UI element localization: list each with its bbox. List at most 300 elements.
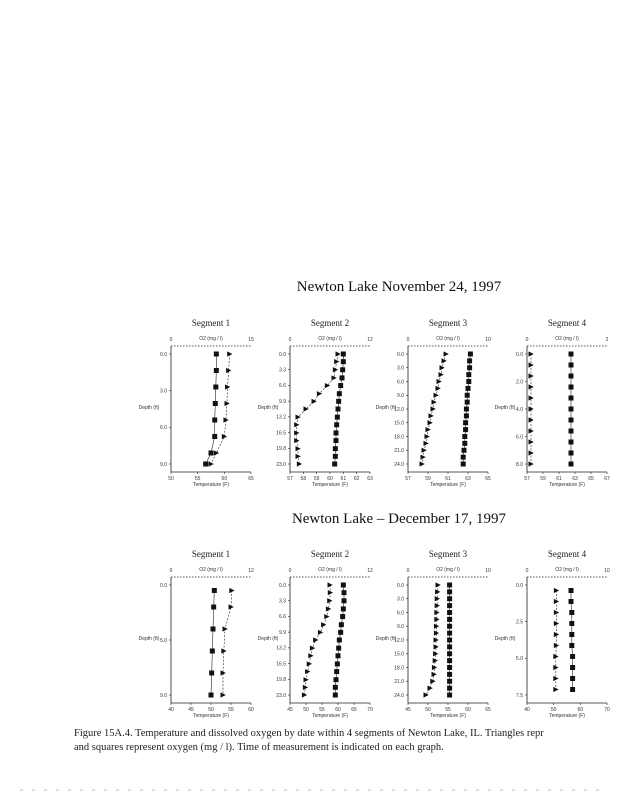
top-axis-label: O2 (mg / l) <box>199 567 223 573</box>
x-tick-label: 55 <box>445 707 451 713</box>
oxygen-point <box>569 599 574 604</box>
y-tick-label: 18.0 <box>394 665 404 672</box>
top-tick-label: 2 <box>605 337 609 343</box>
oxygen-point <box>464 407 469 412</box>
oxygen-point <box>334 430 339 435</box>
oxygen-point <box>462 434 467 439</box>
oxygen-point <box>461 455 466 460</box>
oxygen-point <box>336 399 341 404</box>
x-axis-label: Temperature (F) <box>430 482 466 488</box>
temperature-point <box>529 373 534 378</box>
temperature-point <box>553 676 558 681</box>
top-tick-label: 0 <box>288 337 292 343</box>
oxygen-point <box>447 638 452 643</box>
oxygen-point <box>335 661 340 666</box>
temperature-point <box>431 406 436 411</box>
temperature-point <box>426 427 431 432</box>
top-tick-label: 0 <box>169 568 173 574</box>
oxygen-point <box>337 638 342 643</box>
y-tick-label: 0.0 <box>279 351 286 358</box>
temperature-point <box>303 685 308 690</box>
x-tick-label: 60 <box>335 707 341 713</box>
x-axis-label: Temperature (F) <box>193 482 229 488</box>
oxygen-point <box>341 583 346 588</box>
oxygen-point <box>447 672 452 677</box>
top-tick-label: 0 <box>525 337 529 343</box>
chart-panel-4 <box>495 318 610 488</box>
oxygen-point <box>211 627 216 632</box>
oxygen-point <box>214 352 219 357</box>
segment-title: Segment 4 <box>547 318 587 328</box>
x-tick-label: 40 <box>524 707 530 713</box>
y-tick-label: 16.5 <box>276 661 286 668</box>
top-tick-label: 15 <box>248 337 254 343</box>
x-tick-label: 45 <box>287 707 293 713</box>
y-tick-label: 0.0 <box>160 582 167 589</box>
y-tick-label: 12.0 <box>394 637 404 644</box>
y-axis-label: Depth (ft) <box>257 405 279 411</box>
top-tick-label: 0 <box>406 568 410 574</box>
y-tick-label: 21.0 <box>394 448 404 455</box>
oxygen-point <box>447 583 452 588</box>
oxygen-point <box>569 352 574 357</box>
segment-title: Segment 2 <box>310 549 350 559</box>
x-tick-label: 62 <box>353 476 360 482</box>
temperature-point <box>529 450 534 455</box>
y-axis-label: Depth (ft) <box>494 405 516 411</box>
y-tick-label: 3.0 <box>160 388 167 395</box>
x-axis-label: Temperature (F) <box>549 482 585 488</box>
x-axis-label: Temperature (F) <box>549 713 585 719</box>
temperature-point <box>432 400 437 405</box>
y-tick-label: 5.0 <box>516 656 523 663</box>
temperature-point <box>313 637 318 642</box>
oxygen-point <box>336 407 341 412</box>
oxygen-point <box>209 451 214 456</box>
oxygen-point <box>569 429 574 434</box>
x-tick-label: 60 <box>577 707 584 713</box>
oxygen-point <box>447 631 452 636</box>
chart-panel-7 <box>376 549 491 719</box>
x-tick-label: 57 <box>287 476 293 482</box>
temperature-point <box>422 448 427 453</box>
temperature-point <box>529 461 534 466</box>
y-tick-label: 7.5 <box>516 692 523 699</box>
x-tick-label: 63 <box>367 476 373 482</box>
temperature-point <box>424 692 429 697</box>
temperature-point <box>554 599 559 604</box>
oxygen-point <box>335 415 340 420</box>
temperature-point <box>296 454 301 459</box>
x-tick-label: 59 <box>425 476 431 482</box>
oxygen-point <box>464 413 469 418</box>
oxygen-point <box>569 632 574 637</box>
temperature-point <box>529 362 534 367</box>
oxygen-point <box>569 396 574 401</box>
temperature-point <box>321 622 326 627</box>
chart-panel-2 <box>258 318 373 488</box>
temperature-point <box>328 590 333 595</box>
y-tick-label: 6.6 <box>279 383 286 390</box>
x-tick-label: 65 <box>248 476 254 482</box>
oxygen-point <box>341 606 346 611</box>
y-tick-label: 4.0 <box>516 406 523 413</box>
y-tick-label: 9.0 <box>160 461 167 468</box>
oxygen-point <box>340 367 345 372</box>
y-tick-label: 3.3 <box>279 598 286 605</box>
x-tick-label: 65 <box>485 476 491 482</box>
temperature-point <box>310 646 315 651</box>
temperature-point <box>221 692 226 697</box>
oxygen-point <box>447 679 452 684</box>
y-tick-label: 19.8 <box>276 677 286 684</box>
oxygen-point <box>569 462 574 467</box>
x-axis-label: Temperature (F) <box>193 713 229 719</box>
x-tick-label: 59 <box>313 476 320 482</box>
temperature-point <box>308 653 313 658</box>
temperature-point <box>554 621 559 626</box>
oxygen-point <box>337 391 342 396</box>
y-axis-label: Depth (ft) <box>375 405 397 411</box>
oxygen-point <box>569 385 574 390</box>
segment-title: Segment 3 <box>428 318 468 328</box>
oxygen-point <box>447 644 452 649</box>
oxygen-point <box>334 677 339 682</box>
oxygen-point <box>210 649 215 654</box>
top-axis-label: O2 (mg / l) <box>436 567 460 573</box>
y-tick-label: 9.0 <box>397 624 404 631</box>
y-tick-label: 23.0 <box>276 692 286 699</box>
x-axis-label: Temperature (F) <box>312 482 348 488</box>
temperature-point <box>444 351 449 356</box>
chart-panel-3 <box>376 318 491 488</box>
oxygen-point <box>447 610 452 615</box>
y-axis-label: Depth (ft) <box>257 636 279 642</box>
oxygen-point <box>569 451 574 456</box>
segment-title: Segment 1 <box>191 318 231 328</box>
oxygen-point <box>334 669 339 674</box>
x-tick-label: 45 <box>188 707 194 713</box>
temperature-point <box>225 401 230 406</box>
x-tick-label: 61 <box>445 476 451 482</box>
oxygen-point <box>462 448 467 453</box>
y-tick-label: 2.0 <box>516 379 523 386</box>
oxygen-point <box>569 621 574 626</box>
oxygen-point <box>462 441 467 446</box>
x-tick-label: 40 <box>168 707 174 713</box>
temperature-point <box>336 351 341 356</box>
oxygen-point <box>341 359 346 364</box>
top-axis-label: O2 (mg / l) <box>555 336 579 342</box>
temperature-point <box>214 450 219 455</box>
top-tick-label: 0 <box>169 337 173 343</box>
oxygen-point <box>465 400 470 405</box>
x-tick-label: 57 <box>524 476 530 482</box>
y-axis-label: Depth (ft) <box>494 636 516 642</box>
oxygen-point <box>333 446 338 451</box>
oxygen-point <box>447 665 452 670</box>
oxygen-point <box>342 598 347 603</box>
x-tick-label: 55 <box>194 476 201 482</box>
x-tick-label: 63 <box>465 476 471 482</box>
segment-title: Segment 2 <box>310 318 350 328</box>
x-tick-label: 60 <box>465 707 471 713</box>
x-tick-label: 60 <box>221 476 228 482</box>
top-axis-label: O2 (mg / l) <box>436 336 460 342</box>
x-tick-label: 70 <box>604 707 610 713</box>
segment-title: Segment 3 <box>428 549 468 559</box>
oxygen-point <box>461 462 466 467</box>
y-tick-label: 9.0 <box>160 692 167 699</box>
top-tick-label: 10 <box>485 568 491 574</box>
temperature-point <box>327 598 332 603</box>
y-tick-label: 6.0 <box>160 425 167 432</box>
oxygen-point <box>570 687 575 692</box>
figure-caption-line1: Figure 15A.4. Temperature and dissolved oxygen by date within 4 segments of Newton Lake, IL. Triangles repr <box>74 728 544 739</box>
y-axis-label: Depth (ft) <box>375 636 397 642</box>
oxygen-point <box>465 393 470 398</box>
oxygen-point <box>570 654 575 659</box>
oxygen-point <box>447 686 452 691</box>
oxygen-point <box>333 693 338 698</box>
temperature-point <box>304 677 309 682</box>
temperature-point <box>324 614 329 619</box>
top-axis-label: O2 (mg / l) <box>318 336 342 342</box>
oxygen-point <box>340 614 345 619</box>
y-tick-label: 15.0 <box>394 651 404 658</box>
y-tick-label: 24.0 <box>394 461 404 468</box>
oxygen-point <box>338 383 343 388</box>
top-axis-label: O2 (mg / l) <box>318 567 342 573</box>
y-tick-label: 0.0 <box>397 582 404 589</box>
temperature-point <box>294 422 299 427</box>
x-axis-label: Temperature (F) <box>430 713 466 719</box>
oxygen-point <box>211 605 216 610</box>
oxygen-point <box>214 368 219 373</box>
oxygen-point <box>342 590 347 595</box>
oxygen-point <box>468 352 473 357</box>
oxygen-point <box>569 440 574 445</box>
x-tick-label: 55 <box>228 707 234 713</box>
oxygen-point <box>203 462 208 467</box>
oxygen-point <box>334 438 339 443</box>
x-tick-label: 63 <box>572 476 578 482</box>
oxygen-point <box>569 418 574 423</box>
temperature-line <box>297 354 338 464</box>
oxygen-point <box>212 418 217 423</box>
oxygen-point <box>463 420 468 425</box>
oxygen-point <box>463 427 468 432</box>
oxygen-point <box>212 434 217 439</box>
top-tick-label: 0 <box>525 568 529 574</box>
top-tick-label: 10 <box>485 337 491 343</box>
chart-panel-1 <box>139 318 254 488</box>
temperature-point <box>209 461 214 466</box>
temperature-point <box>437 379 442 384</box>
y-tick-label: 5.0 <box>160 637 167 644</box>
x-tick-label: 60 <box>248 707 254 713</box>
oxygen-point <box>569 643 574 648</box>
temperature-point <box>325 383 330 388</box>
oxygen-point <box>570 676 575 681</box>
top-tick-label: 0 <box>406 337 410 343</box>
x-tick-label: 55 <box>319 707 325 713</box>
segment-title: Segment 4 <box>547 549 587 559</box>
oxygen-point <box>569 374 574 379</box>
oxygen-point <box>570 665 575 670</box>
oxygen-point <box>340 375 345 380</box>
x-tick-label: 65 <box>485 707 491 713</box>
temperature-point <box>440 365 445 370</box>
oxygen-point <box>336 653 341 658</box>
x-tick-label: 65 <box>351 707 357 713</box>
y-tick-label: 18.0 <box>394 434 404 441</box>
y-tick-label: 3.0 <box>397 596 404 603</box>
top-axis-label: O2 (mg / l) <box>199 336 223 342</box>
oxygen-point <box>447 617 452 622</box>
oxygen-point <box>341 352 346 357</box>
temperature-point <box>529 384 534 389</box>
november-title: Newton Lake November 24, 1997 <box>296 279 502 295</box>
temperature-point <box>420 461 425 466</box>
oxygen-point <box>212 588 217 593</box>
x-tick-label: 50 <box>303 707 309 713</box>
x-tick-label: 50 <box>208 707 214 713</box>
top-tick-label: 0 <box>288 568 292 574</box>
oxygen-point <box>467 365 472 370</box>
y-tick-label: 16.5 <box>276 430 286 437</box>
y-axis-label: Depth (ft) <box>138 636 160 642</box>
y-tick-label: 6.6 <box>279 614 286 621</box>
y-tick-label: 0.0 <box>516 582 523 589</box>
chart-panel-5 <box>139 549 254 719</box>
december-title: Newton Lake – December 17, 1997 <box>291 511 507 527</box>
y-tick-label: 0.0 <box>516 351 523 358</box>
oxygen-point <box>339 622 344 627</box>
y-tick-label: 6.0 <box>397 610 404 617</box>
temperature-point <box>318 630 323 635</box>
y-tick-label: 23.0 <box>276 461 286 468</box>
x-tick-label: 58 <box>300 476 307 482</box>
temperature-point <box>553 687 558 692</box>
y-tick-label: 0.0 <box>397 351 404 358</box>
temperature-point <box>421 455 426 460</box>
x-tick-label: 61 <box>556 476 562 482</box>
y-tick-label: 15.0 <box>394 420 404 427</box>
oxygen-point <box>467 358 472 363</box>
y-tick-label: 6.0 <box>516 434 523 441</box>
oxygen-point <box>447 596 452 601</box>
temperature-point <box>436 386 441 391</box>
oxygen-point <box>466 379 471 384</box>
x-tick-label: 59 <box>540 476 546 482</box>
y-tick-label: 0.0 <box>160 351 167 358</box>
oxygen-point <box>466 372 471 377</box>
oxygen-point <box>333 454 338 459</box>
top-axis-label: O2 (mg / l) <box>555 567 579 573</box>
y-tick-label: 2.5 <box>516 619 523 626</box>
temperature-point <box>442 358 447 363</box>
y-tick-label: 9.9 <box>279 629 286 636</box>
temperature-point <box>297 461 302 466</box>
y-tick-label: 6.0 <box>397 379 404 386</box>
x-tick-label: 65 <box>588 476 594 482</box>
x-tick-label: 61 <box>340 476 347 482</box>
y-tick-label: 13.2 <box>276 414 286 421</box>
figure-caption-line2: and squares represent oxygen (mg / l). Time of measurement is indicated on each graph. <box>74 742 444 753</box>
oxygen-point <box>209 671 214 676</box>
y-tick-label: 12.0 <box>394 406 404 413</box>
y-tick-label: 13.2 <box>276 645 286 652</box>
oxygen-point <box>447 651 452 656</box>
x-tick-label: 60 <box>327 476 333 482</box>
oxygen-point <box>569 610 574 615</box>
oxygen-point <box>213 385 218 390</box>
y-tick-label: 19.8 <box>276 446 286 453</box>
temperature-point <box>334 359 339 364</box>
temperature-point <box>428 420 433 425</box>
oxygen-point <box>209 693 214 698</box>
chart-panel-6 <box>258 549 373 719</box>
x-tick-label: 70 <box>367 707 373 713</box>
temperature-point <box>554 610 559 615</box>
temperature-point <box>434 393 439 398</box>
oxygen-point <box>447 693 452 698</box>
y-axis-label: Depth (ft) <box>138 405 160 411</box>
y-tick-label: 3.0 <box>397 365 404 372</box>
chart-panel-8 <box>495 549 610 719</box>
temperature-point <box>429 413 434 418</box>
oxygen-point <box>447 589 452 594</box>
oxygen-point <box>466 386 471 391</box>
y-tick-label: 8.0 <box>516 461 523 468</box>
oxygen-point <box>333 685 338 690</box>
x-tick-label: 57 <box>405 476 411 482</box>
temperature-point <box>312 399 317 404</box>
oxygen-point <box>569 588 574 593</box>
temperature-point <box>225 384 230 389</box>
segment-title: Segment 1 <box>191 549 231 559</box>
oxygen-point <box>336 646 341 651</box>
oxygen-point <box>332 462 337 467</box>
temperature-point <box>424 441 429 446</box>
temperature-point <box>529 439 534 444</box>
oxygen-point <box>447 603 452 608</box>
oxygen-point <box>447 658 452 663</box>
x-tick-label: 50 <box>550 707 557 713</box>
temperature-point <box>223 626 228 631</box>
oxygen-point <box>447 624 452 629</box>
oxygen-point <box>334 422 339 427</box>
top-tick-label: 12 <box>367 568 373 574</box>
x-axis-label: Temperature (F) <box>312 713 348 719</box>
y-tick-label: 9.9 <box>279 398 286 405</box>
y-tick-label: 24.0 <box>394 692 404 699</box>
top-tick-label: 12 <box>248 568 254 574</box>
oxygen-point <box>213 401 218 406</box>
top-tick-label: 10 <box>604 568 610 574</box>
temperature-point <box>425 434 430 439</box>
top-tick-label: 12 <box>367 337 373 343</box>
oxygen-point <box>569 363 574 368</box>
temperature-point <box>296 446 301 451</box>
oxygen-point <box>338 630 343 635</box>
x-tick-label: 67 <box>604 476 610 482</box>
y-tick-label: 9.0 <box>397 393 404 400</box>
temperature-line <box>556 591 557 690</box>
y-tick-label: 3.3 <box>279 367 286 374</box>
scan-noise <box>0 788 618 792</box>
